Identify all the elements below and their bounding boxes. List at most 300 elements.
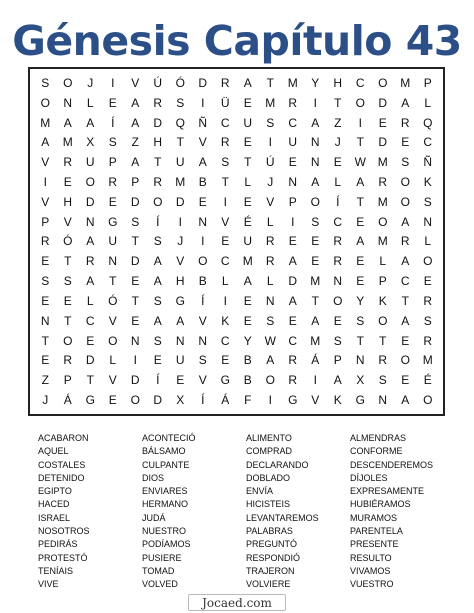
grid-letter[interactable]: R [333, 234, 343, 249]
grid-letter[interactable]: L [266, 214, 274, 229]
grid-letter[interactable]: U [85, 155, 95, 170]
grid-letter[interactable]: N [423, 214, 433, 229]
grid-letter[interactable]: O [63, 333, 73, 348]
grid-letter[interactable]: R [400, 115, 410, 130]
grid-letter[interactable]: B [243, 353, 252, 368]
grid-letter[interactable]: E [311, 234, 320, 249]
grid-letter[interactable]: T [311, 293, 319, 308]
grid-letter[interactable]: T [131, 293, 139, 308]
grid-letter[interactable]: M [62, 135, 73, 150]
grid-letter[interactable]: Q [175, 115, 185, 130]
grid-letter[interactable]: W [264, 333, 276, 348]
grid-letter[interactable]: A [333, 373, 342, 388]
grid-letter[interactable]: R [288, 373, 298, 388]
grid-letter[interactable]: O [355, 95, 365, 110]
grid-letter[interactable]: A [153, 313, 162, 328]
grid-letter[interactable]: A [401, 95, 410, 110]
grid-letter[interactable]: N [310, 135, 320, 150]
grid-letter[interactable]: M [40, 115, 51, 130]
grid-letter[interactable]: O [378, 313, 388, 328]
grid-letter[interactable]: S [423, 313, 432, 328]
grid-letter[interactable]: R [265, 254, 275, 269]
grid-letter[interactable]: A [131, 115, 140, 130]
grid-letter[interactable]: I [313, 95, 317, 110]
grid-letter[interactable]: M [377, 155, 388, 170]
grid-letter[interactable]: G [288, 393, 298, 408]
grid-letter[interactable]: J [87, 75, 94, 90]
grid-letter[interactable]: O [333, 293, 343, 308]
grid-letter[interactable]: M [422, 353, 433, 368]
grid-letter[interactable]: E [333, 155, 342, 170]
grid-letter[interactable]: J [177, 234, 184, 249]
grid-letter[interactable]: E [153, 353, 162, 368]
grid-letter[interactable]: K [333, 393, 342, 408]
grid-letter[interactable]: Y [311, 75, 320, 90]
grid-letter[interactable]: O [400, 353, 410, 368]
grid-letter[interactable]: G [175, 293, 185, 308]
grid-letter[interactable]: P [108, 155, 117, 170]
grid-letter[interactable]: E [108, 194, 117, 209]
grid-letter[interactable]: N [265, 293, 275, 308]
grid-letter[interactable]: A [153, 274, 162, 289]
grid-letter[interactable]: E [243, 135, 252, 150]
grid-letter[interactable]: P [63, 373, 72, 388]
grid-letter[interactable]: K [423, 175, 432, 190]
grid-letter[interactable]: Í [201, 393, 205, 408]
grid-letter[interactable]: P [333, 353, 342, 368]
grid-letter[interactable]: A [311, 175, 320, 190]
grid-letter[interactable]: N [355, 353, 365, 368]
grid-letter[interactable]: N [63, 95, 73, 110]
grid-letter[interactable]: D [153, 393, 163, 408]
grid-letter[interactable]: R [423, 293, 433, 308]
grid-letter[interactable]: A [86, 115, 95, 130]
grid-letter[interactable]: I [291, 214, 295, 229]
grid-letter[interactable]: R [63, 353, 73, 368]
grid-letter[interactable]: D [153, 115, 163, 130]
grid-letter[interactable]: S [378, 373, 387, 388]
grid-letter[interactable]: A [401, 313, 410, 328]
grid-letter[interactable]: I [313, 373, 317, 388]
grid-letter[interactable]: T [379, 333, 387, 348]
grid-letter[interactable]: A [41, 135, 50, 150]
grid-letter[interactable]: N [130, 333, 140, 348]
grid-letter[interactable]: O [378, 75, 388, 90]
grid-letter[interactable]: J [42, 393, 49, 408]
grid-letter[interactable]: S [266, 115, 275, 130]
grid-letter[interactable]: A [401, 214, 410, 229]
grid-letter[interactable]: E [243, 313, 252, 328]
grid-letter[interactable]: Ü [220, 95, 230, 110]
grid-letter[interactable]: R [153, 95, 163, 110]
grid-letter[interactable]: E [131, 274, 140, 289]
grid-letter[interactable]: C [333, 214, 343, 229]
grid-letter[interactable]: R [400, 234, 410, 249]
grid-letter[interactable]: E [108, 95, 117, 110]
grid-letter[interactable]: R [265, 234, 275, 249]
grid-letter[interactable]: L [266, 274, 274, 289]
grid-letter[interactable]: R [63, 155, 73, 170]
grid-letter[interactable]: E [288, 155, 297, 170]
grid-letter[interactable]: Y [356, 293, 365, 308]
grid-letter[interactable]: C [288, 333, 298, 348]
grid-letter[interactable]: O [423, 254, 433, 269]
grid-letter[interactable]: A [401, 393, 410, 408]
grid-letter[interactable]: I [111, 75, 115, 90]
grid-letter[interactable]: P [288, 194, 297, 209]
grid-letter[interactable]: I [358, 115, 362, 130]
grid-letter[interactable]: N [198, 333, 208, 348]
grid-letter[interactable]: E [41, 353, 50, 368]
grid-letter[interactable]: T [334, 95, 342, 110]
grid-letter[interactable]: E [401, 333, 410, 348]
grid-letter[interactable]: M [377, 194, 388, 209]
grid-letter[interactable]: A [288, 293, 297, 308]
grid-letter[interactable]: N [40, 313, 50, 328]
grid-letter[interactable]: R [108, 175, 118, 190]
grid-letter[interactable]: A [176, 313, 185, 328]
grid-letter[interactable]: M [287, 75, 298, 90]
grid-letter[interactable]: Í [111, 115, 115, 130]
grid-letter[interactable]: V [63, 214, 72, 229]
grid-letter[interactable]: T [356, 194, 364, 209]
grid-letter[interactable]: T [64, 313, 72, 328]
grid-letter[interactable]: U [243, 115, 253, 130]
grid-letter[interactable]: Á [63, 393, 72, 408]
grid-letter[interactable]: R [333, 254, 343, 269]
grid-letter[interactable]: L [86, 95, 94, 110]
grid-letter[interactable]: S [401, 155, 410, 170]
grid-letter[interactable]: N [288, 175, 298, 190]
grid-letter[interactable]: D [175, 194, 185, 209]
grid-letter[interactable]: E [423, 274, 432, 289]
grid-letter[interactable]: V [41, 155, 50, 170]
grid-letter[interactable]: X [86, 135, 95, 150]
grid-letter[interactable]: I [223, 293, 227, 308]
grid-letter[interactable]: E [221, 234, 230, 249]
grid-letter[interactable]: T [131, 234, 139, 249]
grid-letter[interactable]: E [333, 313, 342, 328]
grid-letter[interactable]: T [154, 155, 162, 170]
grid-letter[interactable]: V [176, 254, 185, 269]
grid-letter[interactable]: X [176, 393, 185, 408]
grid-letter[interactable]: E [131, 313, 140, 328]
grid-letter[interactable]: B [243, 373, 252, 388]
grid-letter[interactable]: N [85, 214, 95, 229]
grid-letter[interactable]: A [288, 254, 297, 269]
grid-letter[interactable]: I [268, 135, 272, 150]
grid-letter[interactable]: A [131, 95, 140, 110]
grid-letter[interactable]: E [378, 115, 387, 130]
grid-letter[interactable]: T [41, 333, 49, 348]
grid-letter[interactable]: O [400, 194, 410, 209]
grid-letter[interactable]: Ñ [423, 155, 433, 170]
grid-letter[interactable]: R [85, 254, 95, 269]
grid-letter[interactable]: J [267, 175, 274, 190]
grid-letter[interactable]: P [423, 75, 432, 90]
grid-letter[interactable]: A [86, 274, 95, 289]
grid-letter[interactable]: Á [311, 353, 320, 368]
grid-letter[interactable]: S [356, 313, 365, 328]
grid-letter[interactable]: B [198, 274, 207, 289]
grid-letter[interactable]: E [356, 274, 365, 289]
grid-letter[interactable]: Y [243, 333, 252, 348]
grid-letter[interactable]: A [63, 115, 72, 130]
grid-letter[interactable]: E [243, 194, 252, 209]
grid-letter[interactable]: L [379, 254, 387, 269]
grid-letter[interactable]: M [175, 175, 186, 190]
grid-letter[interactable]: K [378, 293, 387, 308]
grid-letter[interactable]: Z [131, 135, 139, 150]
grid-letter[interactable]: Í [336, 194, 340, 209]
grid-letter[interactable]: G [85, 393, 95, 408]
grid-letter[interactable]: N [198, 214, 208, 229]
grid-letter[interactable]: Ó [108, 293, 118, 308]
grid-letter[interactable]: L [244, 175, 252, 190]
grid-letter[interactable]: Í [201, 293, 205, 308]
grid-letter[interactable]: S [131, 214, 140, 229]
grid-letter[interactable]: M [242, 254, 253, 269]
grid-letter[interactable]: S [63, 274, 72, 289]
grid-letter[interactable]: A [356, 234, 365, 249]
grid-letter[interactable]: V [41, 194, 50, 209]
grid-letter[interactable]: W [354, 155, 366, 170]
grid-letter[interactable]: Ñ [198, 115, 208, 130]
grid-letter[interactable]: E [63, 293, 72, 308]
grid-letter[interactable]: Q [423, 115, 433, 130]
grid-letter[interactable]: O [423, 393, 433, 408]
grid-letter[interactable]: C [423, 135, 433, 150]
grid-letter[interactable]: S [266, 313, 275, 328]
grid-letter[interactable]: D [130, 194, 140, 209]
grid-letter[interactable]: S [198, 353, 207, 368]
grid-letter[interactable]: U [108, 234, 118, 249]
grid-letter[interactable]: O [310, 194, 320, 209]
grid-letter[interactable]: T [86, 373, 94, 388]
grid-letter[interactable]: V [108, 313, 117, 328]
grid-letter[interactable]: S [153, 293, 162, 308]
grid-letter[interactable]: C [85, 313, 95, 328]
grid-letter[interactable]: I [201, 95, 205, 110]
grid-letter[interactable]: E [243, 95, 252, 110]
grid-letter[interactable]: X [356, 373, 365, 388]
grid-letter[interactable]: T [266, 75, 274, 90]
grid-letter[interactable]: E [356, 214, 365, 229]
grid-letter[interactable]: A [311, 313, 320, 328]
grid-letter[interactable]: V [131, 75, 140, 90]
grid-letter[interactable]: V [108, 373, 117, 388]
grid-letter[interactable]: H [333, 75, 343, 90]
grid-letter[interactable]: V [266, 194, 275, 209]
grid-letter[interactable]: S [153, 333, 162, 348]
grid-letter[interactable]: D [85, 194, 95, 209]
grid-letter[interactable]: C [288, 115, 298, 130]
grid-letter[interactable]: A [131, 155, 140, 170]
grid-letter[interactable]: E [401, 373, 410, 388]
grid-letter[interactable]: N [333, 274, 343, 289]
grid-letter[interactable]: U [175, 155, 185, 170]
grid-letter[interactable]: O [153, 194, 163, 209]
grid-letter[interactable]: S [108, 135, 117, 150]
grid-letter[interactable]: R [423, 333, 433, 348]
grid-letter[interactable]: I [268, 393, 272, 408]
grid-letter[interactable]: R [220, 135, 230, 150]
grid-letter[interactable]: Ó [63, 234, 73, 249]
grid-letter[interactable]: O [108, 333, 118, 348]
grid-letter[interactable]: N [108, 254, 118, 269]
grid-letter[interactable]: P [41, 214, 50, 229]
grid-letter[interactable]: D [378, 135, 388, 150]
grid-letter[interactable]: L [334, 175, 342, 190]
grid-letter[interactable]: T [401, 293, 409, 308]
grid-letter[interactable]: E [401, 135, 410, 150]
grid-letter[interactable]: T [109, 274, 117, 289]
grid-letter[interactable]: D [378, 95, 388, 110]
grid-letter[interactable]: V [198, 135, 207, 150]
grid-letter[interactable]: Ó [175, 75, 185, 90]
grid-letter[interactable]: O [265, 373, 275, 388]
grid-letter[interactable]: É [243, 214, 252, 229]
grid-letter[interactable]: I [43, 175, 47, 190]
grid-letter[interactable]: S [221, 155, 230, 170]
grid-letter[interactable]: A [266, 353, 275, 368]
grid-letter[interactable]: I [133, 353, 137, 368]
grid-letter[interactable]: O [130, 393, 140, 408]
grid-letter[interactable]: D [288, 274, 298, 289]
grid-letter[interactable]: M [310, 333, 321, 348]
grid-letter[interactable]: O [63, 75, 73, 90]
grid-letter[interactable]: C [400, 274, 410, 289]
grid-letter[interactable]: Z [41, 373, 49, 388]
grid-letter[interactable]: S [153, 234, 162, 249]
grid-letter[interactable]: Í [156, 214, 160, 229]
grid-letter[interactable]: A [198, 155, 207, 170]
grid-letter[interactable]: P [131, 175, 140, 190]
grid-letter[interactable]: S [333, 333, 342, 348]
grid-letter[interactable]: C [220, 254, 230, 269]
grid-letter[interactable]: L [424, 234, 432, 249]
grid-letter[interactable]: Ú [153, 75, 163, 90]
grid-letter[interactable]: M [400, 75, 411, 90]
grid-letter[interactable]: A [356, 175, 365, 190]
grid-letter[interactable]: O [198, 254, 208, 269]
grid-letter[interactable]: K [221, 313, 230, 328]
grid-letter[interactable]: M [377, 234, 388, 249]
grid-letter[interactable]: Z [334, 115, 342, 130]
grid-letter[interactable]: E [221, 353, 230, 368]
grid-letter[interactable]: D [85, 353, 95, 368]
grid-letter[interactable]: T [356, 333, 364, 348]
grid-letter[interactable]: L [221, 274, 229, 289]
grid-letter[interactable]: H [153, 135, 163, 150]
grid-letter[interactable]: G [355, 393, 365, 408]
grid-letter[interactable]: E [86, 333, 95, 348]
grid-letter[interactable]: C [220, 115, 230, 130]
grid-letter[interactable]: T [356, 135, 364, 150]
grid-letter[interactable]: S [41, 75, 50, 90]
grid-letter[interactable]: D [130, 373, 140, 388]
grid-letter[interactable]: V [198, 313, 207, 328]
grid-letter[interactable]: S [423, 194, 432, 209]
grid-letter[interactable]: I [223, 194, 227, 209]
grid-letter[interactable]: E [108, 393, 117, 408]
grid-letter[interactable]: E [41, 293, 50, 308]
grid-letter[interactable]: G [220, 373, 230, 388]
grid-letter[interactable]: A [243, 274, 252, 289]
grid-letter[interactable]: T [176, 135, 184, 150]
grid-letter[interactable]: E [198, 194, 207, 209]
grid-letter[interactable]: O [378, 214, 388, 229]
grid-letter[interactable]: S [41, 274, 50, 289]
grid-letter[interactable]: L [424, 95, 432, 110]
grid-letter[interactable]: R [153, 175, 163, 190]
grid-letter[interactable]: V [221, 214, 230, 229]
grid-letter[interactable]: L [109, 353, 117, 368]
grid-letter[interactable]: T [244, 155, 252, 170]
grid-letter[interactable]: A [243, 75, 252, 90]
grid-letter[interactable]: C [220, 333, 230, 348]
grid-letter[interactable]: E [176, 373, 185, 388]
grid-letter[interactable]: D [130, 254, 140, 269]
grid-letter[interactable]: I [201, 234, 205, 249]
grid-letter[interactable]: E [63, 175, 72, 190]
grid-letter[interactable]: E [243, 293, 252, 308]
grid-letter[interactable]: V [198, 373, 207, 388]
grid-letter[interactable]: E [288, 234, 297, 249]
grid-letter[interactable]: N [378, 393, 388, 408]
grid-letter[interactable]: S [311, 214, 320, 229]
grid-letter[interactable]: E [288, 313, 297, 328]
grid-letter[interactable]: H [63, 194, 73, 209]
grid-letter[interactable]: A [401, 254, 410, 269]
grid-letter[interactable]: E [356, 254, 365, 269]
grid-letter[interactable]: R [378, 175, 388, 190]
grid-letter[interactable]: H [175, 274, 185, 289]
grid-letter[interactable]: O [40, 95, 50, 110]
grid-letter[interactable]: L [86, 293, 94, 308]
grid-letter[interactable]: E [41, 254, 50, 269]
grid-letter[interactable]: V [311, 393, 320, 408]
grid-letter[interactable]: P [378, 274, 387, 289]
grid-letter[interactable]: R [220, 75, 230, 90]
grid-letter[interactable]: Í [156, 373, 160, 388]
grid-letter[interactable]: G [108, 214, 118, 229]
grid-letter[interactable]: D [198, 75, 208, 90]
grid-letter[interactable]: U [243, 234, 253, 249]
grid-letter[interactable]: U [288, 135, 298, 150]
grid-letter[interactable]: É [423, 373, 432, 388]
grid-letter[interactable]: Á [221, 393, 230, 408]
grid-letter[interactable]: A [86, 234, 95, 249]
grid-letter[interactable]: T [221, 175, 229, 190]
grid-letter[interactable]: B [198, 175, 207, 190]
grid-letter[interactable]: I [178, 214, 182, 229]
grid-letter[interactable]: S [176, 95, 185, 110]
grid-letter[interactable]: J [334, 135, 341, 150]
grid-letter[interactable]: R [288, 353, 298, 368]
grid-letter[interactable]: M [310, 274, 321, 289]
grid-letter[interactable]: R [288, 95, 298, 110]
grid-letter[interactable]: O [85, 175, 95, 190]
grid-letter[interactable]: R [378, 353, 388, 368]
grid-letter[interactable]: Ú [265, 155, 275, 170]
grid-letter[interactable]: A [153, 254, 162, 269]
grid-letter[interactable]: T [64, 254, 72, 269]
grid-letter[interactable]: C [355, 75, 365, 90]
grid-letter[interactable]: M [265, 95, 276, 110]
grid-letter[interactable]: R [40, 234, 50, 249]
grid-letter[interactable]: F [244, 393, 252, 408]
